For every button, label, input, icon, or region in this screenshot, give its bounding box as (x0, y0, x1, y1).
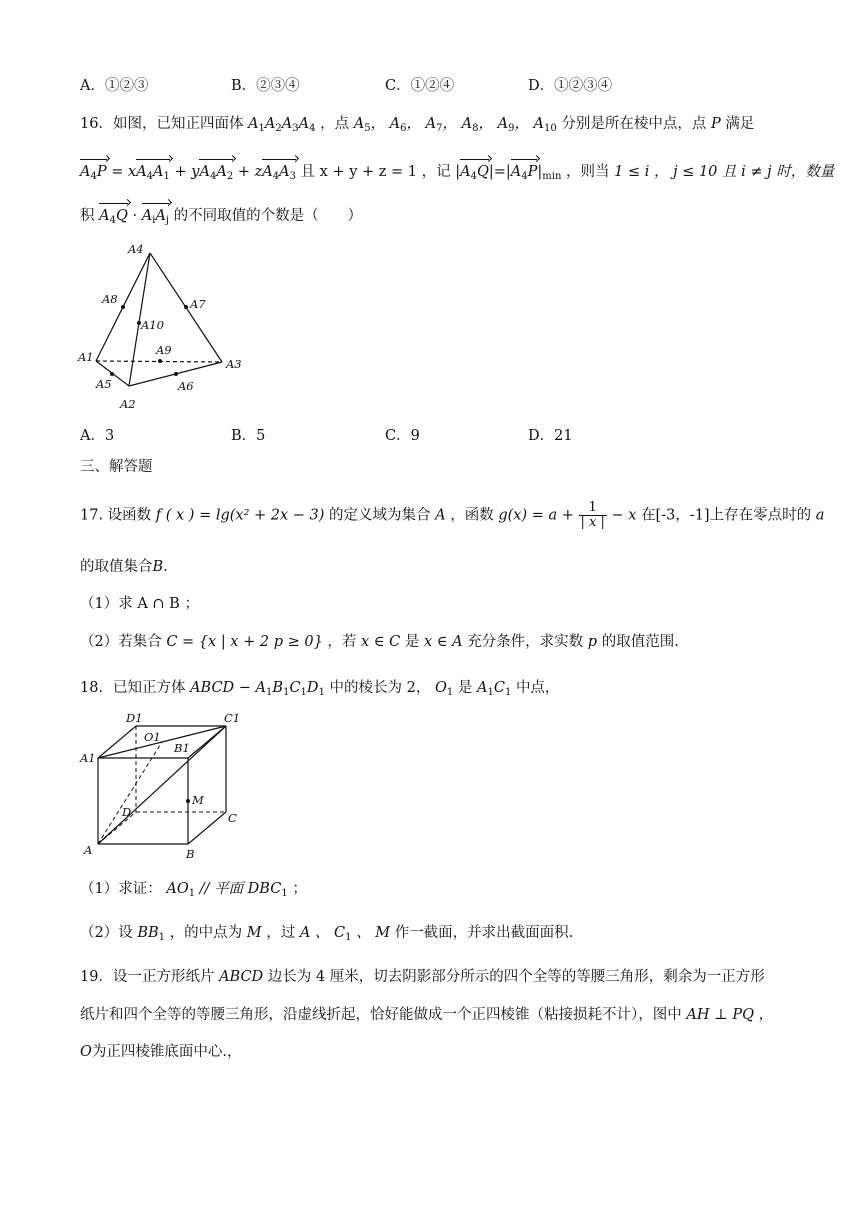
q18-cube-figure (78, 712, 248, 862)
q18-part2-mid: ，的中点为 (169, 925, 243, 941)
q18-line-1 (80, 677, 559, 704)
q19-line2-prefix: 纸片和四个全等的等腰三角形，沿虚线折起，恰好能做成一个正四棱锥（粘接损耗不计），图中 (80, 1007, 682, 1023)
label-a1: A1 (78, 350, 94, 364)
q18-part1-end: ； (292, 881, 307, 897)
q17-part2-end: 的取值范围. (601, 634, 679, 650)
q19-line3-suffix: 为正四棱锥底面中心.， (91, 1044, 242, 1060)
label-c: C (228, 811, 237, 825)
q17-part2-suffix: 充分条件，求实数 (467, 634, 584, 650)
q19-line-2 (80, 1004, 773, 1026)
q18-o1: $O_1$ (435, 680, 454, 698)
q18-mid2: 是 (457, 680, 473, 696)
q19-line2-expr: AH ⊥ PQ (686, 1007, 754, 1023)
edge-b-c (188, 812, 226, 844)
q19-line-1 (80, 966, 765, 988)
q18-cube-name: ABCD − $A_1B_1C_1D_1$ (190, 680, 325, 698)
q17-suffix: 在[-3，-1]上存在零点时的 (641, 507, 812, 524)
hidden-a-o1 (98, 742, 162, 844)
point-a9 (158, 359, 162, 363)
q18-point-m: M (246, 925, 262, 941)
q16-line-1 (80, 113, 754, 140)
q16-line1-end: 满足 (725, 116, 755, 132)
label-m: M (192, 793, 204, 807)
label-a10: A10 (141, 318, 164, 332)
q17-mid2: ，函数 (450, 507, 494, 524)
label-a1: A1 (80, 751, 96, 765)
q16-vec-aiaj: $A_iA_j$ (142, 201, 169, 232)
q16-vec-a4p-min: $A_4P$ (511, 157, 538, 188)
q17-function-f: f ( x ) = lg(x² + 2x − 3) (155, 507, 325, 524)
q16-line3-prefix: 积 (80, 208, 95, 224)
q16-line1-mid: ，点 (320, 116, 350, 132)
q17-param-p: p (587, 634, 598, 650)
point-m (186, 799, 190, 803)
q15-option-c: C．①②④ (385, 78, 455, 94)
q16-option-d: D．21 (528, 428, 573, 444)
label-a6: A6 (178, 379, 194, 393)
q17-cond-2: x ∈ A (423, 634, 463, 650)
q19-line1-suffix: 边长为 4 厘米，切去阴影部分所示的四个全等的等腰三角形，剩余为一正方形 (267, 969, 765, 985)
q17-mid: 的定义域为集合 (329, 507, 431, 524)
q18-part2-prefix: （2）设 (80, 925, 133, 941)
q17-part-2 (80, 631, 679, 653)
q18-a1c1: $A_1C_1$ (476, 680, 512, 698)
diag-a-c1 (98, 726, 226, 844)
q17-line-2 (80, 556, 168, 578)
point-a8 (121, 305, 125, 309)
q16-vec-a4q: $A_4Q$ (460, 157, 489, 188)
q17-frac-num: 1 (579, 501, 607, 516)
q17-set-c: C = {x | x + 2 p ≥ 0} (166, 634, 323, 650)
q19-square-name: ABCD (219, 969, 264, 985)
q16-line3-suffix: 的不同取值的个数是（ ） (173, 208, 363, 224)
q16-abs-open: | (455, 164, 461, 180)
q16-option-a: A．3 (80, 428, 115, 444)
q17-function-g-tail: − x (611, 507, 637, 524)
q15-option-b: B．②③④ (231, 78, 300, 94)
label-c1: C1 (224, 712, 241, 725)
q16-vec-a4p: $A_4P$ (80, 157, 107, 188)
label-a7: A7 (190, 297, 206, 311)
q17-line2-text: 的取值集合 (80, 559, 153, 575)
label-d1: D1 (126, 712, 143, 725)
q17-set-a: A (435, 507, 446, 524)
q16-dot: · (132, 208, 142, 224)
q16-line2-then: ，则当 (566, 164, 610, 180)
label-a5: A5 (96, 377, 112, 391)
q18-part1-expr: $AO_1$ // 平面 $DBC_1$ (166, 881, 288, 899)
q17-part-1: （1）求 A ∩ B ； (80, 596, 199, 612)
q18-part-1 (80, 878, 307, 905)
q19-line2-end: ， (758, 1007, 774, 1023)
q16-line1-suffix: 分别是所在棱中点，点 (561, 116, 707, 132)
q19-prefix: 19．设一正方形纸片 (80, 969, 215, 985)
q17-frac-den: | x | (580, 515, 605, 530)
point-a7 (184, 305, 188, 309)
label-a9: A9 (156, 343, 172, 357)
point-a6 (174, 372, 178, 376)
q16-line1-prefix: 16．如图，已知正四面体 (80, 116, 244, 132)
label-a: A (84, 843, 93, 857)
q18-mid: 中的棱长为 2， (329, 680, 431, 696)
q16-vec-a4q-2: $A_4Q$ (99, 201, 128, 232)
q17-function-g: g(x) = a + (498, 507, 574, 524)
label-o1: O1 (144, 730, 161, 744)
q17-part2-mid2: 是 (404, 634, 420, 650)
q17-part2-prefix: （2）若集合 (80, 634, 162, 650)
q17-line-1 (80, 501, 824, 530)
q16-abs-close: | (537, 164, 543, 180)
label-a2: A2 (120, 397, 136, 411)
q16-line2-range: 1 ≤ i ， j ≤ 10 且 i ≠ j 时，数量 (614, 164, 835, 180)
q16-abs-eq: |=| (488, 164, 511, 180)
q17-part2-mid: ，若 (327, 634, 357, 650)
q16-midpoints: $A_5$， $A_6$， $A_7$， $A_8$， $A_9$， $A_{10}$ (353, 116, 557, 134)
q16-line-3 (80, 201, 362, 232)
label-a4: A4 (128, 242, 144, 256)
q16-plus-z: + z (237, 164, 263, 180)
section-heading: 三、解答题 (80, 459, 153, 475)
q18-suffix: 中点， (515, 680, 560, 696)
q16-option-b: B．5 (231, 428, 266, 444)
q16-plus-y: + y (174, 164, 200, 180)
q18-bb1: $BB_1$ (137, 925, 166, 943)
q16-min: min (542, 171, 562, 182)
q19-line-3 (80, 1041, 242, 1063)
q16-vec-a4a2: $A_4A_2$ (199, 157, 233, 188)
q18-part-2 (80, 922, 573, 949)
q16-line2-cond: 且 x + y + z = 1 ，记 (300, 164, 451, 180)
q16-tetrahedron-figure (76, 238, 256, 416)
label-a8: A8 (102, 292, 118, 306)
q18-section-points: A 、 $C_1$ 、 M (299, 925, 391, 943)
q17-prefix: 17. 设函数 (80, 507, 152, 524)
q16-option-c: C．9 (385, 428, 420, 444)
q15-option-a: A．①②③ (80, 78, 149, 94)
q17-fraction (579, 501, 607, 530)
label-d: D (122, 805, 132, 819)
q15-option-d: D．①②③④ (528, 78, 613, 94)
q16-eq: = x (111, 164, 137, 180)
label-b1: B1 (174, 741, 190, 755)
q17-line2-end: . (163, 559, 168, 575)
q18-part2-mid2: ，过 (266, 925, 296, 941)
q16-point-p: P (711, 116, 721, 132)
q17-param-a: a (815, 507, 825, 524)
q16-vec-a4a1: $A_4A_1$ (136, 157, 170, 188)
label-a3: A3 (226, 357, 242, 371)
q18-part2-suffix: 作一截面，并求出截面面积. (394, 925, 574, 941)
q19-point-o: O (80, 1044, 92, 1060)
q18-prefix: 18．已知正方体 (80, 680, 186, 696)
q18-part1-prefix: （1）求证： (80, 881, 162, 897)
q17-cond-1: x ∈ C (361, 634, 401, 650)
q16-tetra-name: $A_1A_2A_3A_4$ (248, 116, 316, 134)
q17-set-b: B (152, 559, 164, 575)
q16-vec-a4a3: $A_4A_3$ (262, 157, 296, 188)
label-b: B (186, 847, 195, 861)
q16-line-2 (80, 157, 834, 188)
point-a5 (110, 372, 114, 376)
